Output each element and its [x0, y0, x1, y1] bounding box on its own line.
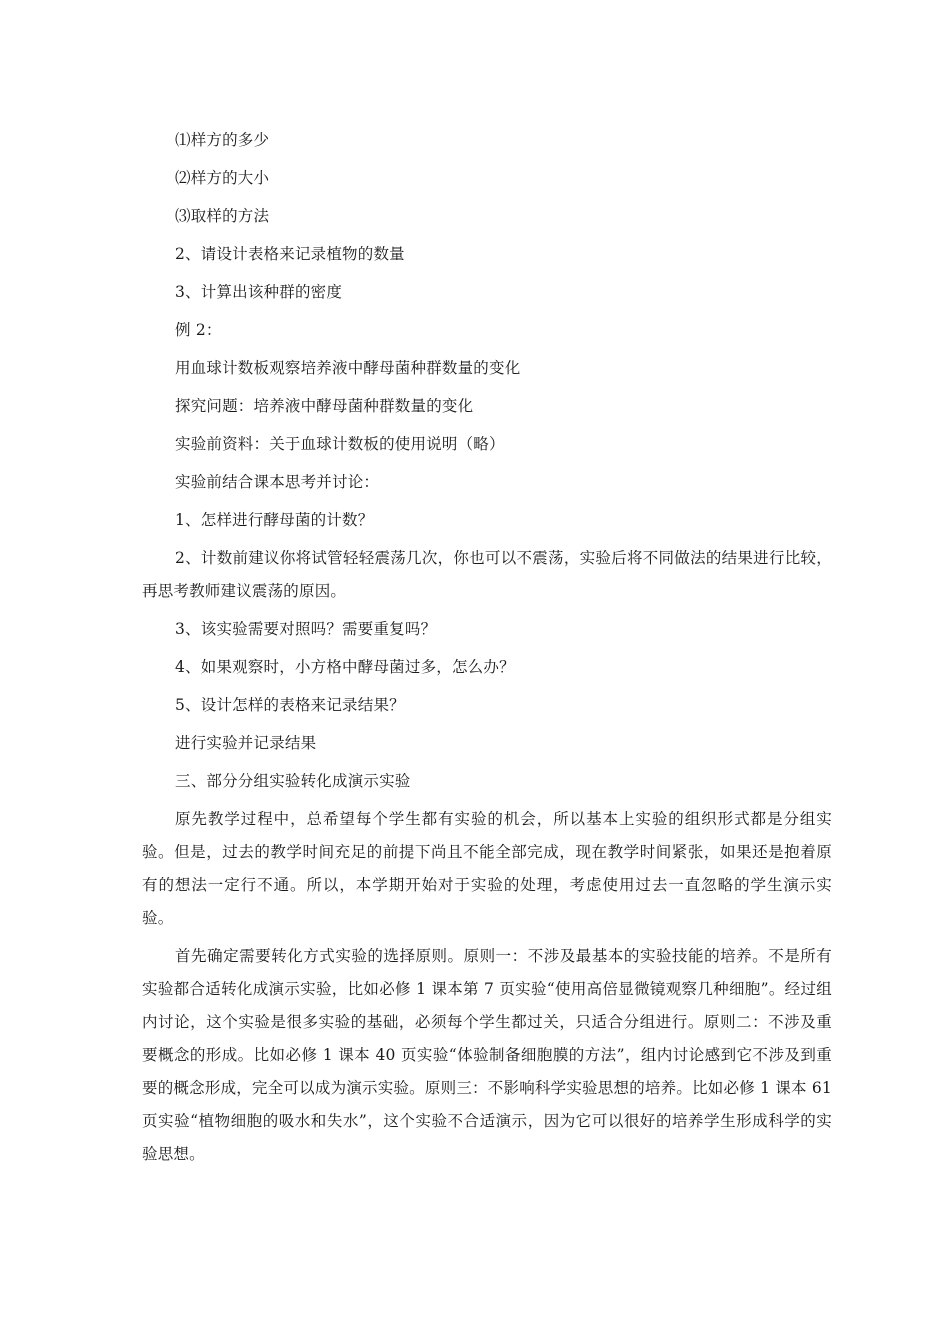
discussion-question-2: 2、计数前建议你将试管轻轻震荡几次，你也可以不震荡，实验后将不同做法的结果进行比较，再思考教师建议震荡的原因。 [142, 549, 832, 600]
research-question: 探究问题：培养液中酵母菌种群数量的变化 [175, 397, 474, 415]
conduct-experiment: 进行实验并记录结果 [175, 734, 317, 752]
question-design-table: 2、请设计表格来记录植物的数量 [175, 245, 405, 263]
example-heading: 例 2： [175, 321, 222, 339]
body-paragraph-1: 原先教学过程中，总希望每个学生都有实验的机会，所以基本上实验的组织形式都是分组实验。但是，过去的教学时间充足的前提下尚且不能全部完成，现在教学时间紧张，如果还是抱着原有的想法一定行不通。所以，本学期开始对于实验的处理，考虑使用过去一直忽略的学生演示实验。 [142, 810, 832, 927]
discussion-question-5: 5、设计怎样的表格来记录结果？ [175, 696, 405, 714]
document-body [142, 124, 832, 1171]
experiment-title: 用血球计数板观察培养液中酵母菌种群数量的变化 [175, 359, 521, 377]
question-population-density: 3、计算出该种群的密度 [175, 283, 343, 301]
body-paragraph-2: 首先确定需要转化方式实验的选择原则。原则一：不涉及最基本的实验技能的培养。不是所有实验都合适转化成演示实验，比如必修 1 课本第 7 页实验“使用高倍显微镜观察几种细胞”。经过组内讨论，这个实验是很多实验的基础，必须每个学生都过关，只适合分组进行。原则二：不涉及重要概念的形成。比如必修 1 课本 40 页实验“体验制备细胞膜的方法”，组内讨论感到它不涉及到重要的概念形成，完全可以成为演示实验。原则三：不影响科学实验思想的培养。比如必修 1 课本 61 页实验“植物细胞的吸水和失水”，这个实验不合适演示，因为它可以很好的培养学生形成科学的实验思想。 [142, 947, 832, 1163]
list-item-sampling-method: ⑶取样的方法 [175, 207, 270, 225]
list-item-sample-count: ⑴样方的多少 [175, 131, 270, 149]
discussion-question-3: 3、该实验需要对照吗？需要重复吗？ [175, 620, 437, 638]
discussion-question-1: 1、怎样进行酵母菌的计数？ [175, 511, 374, 529]
discussion-question-4: 4、如果观察时，小方格中酵母菌过多，怎么办？ [175, 658, 515, 676]
section-heading-3: 三、部分分组实验转化成演示实验 [175, 772, 411, 790]
discussion-intro: 实验前结合课本思考并讨论： [175, 473, 380, 491]
pre-experiment-material: 实验前资料：关于血球计数板的使用说明（略） [175, 435, 505, 453]
list-item-sample-size: ⑵样方的大小 [175, 169, 270, 187]
